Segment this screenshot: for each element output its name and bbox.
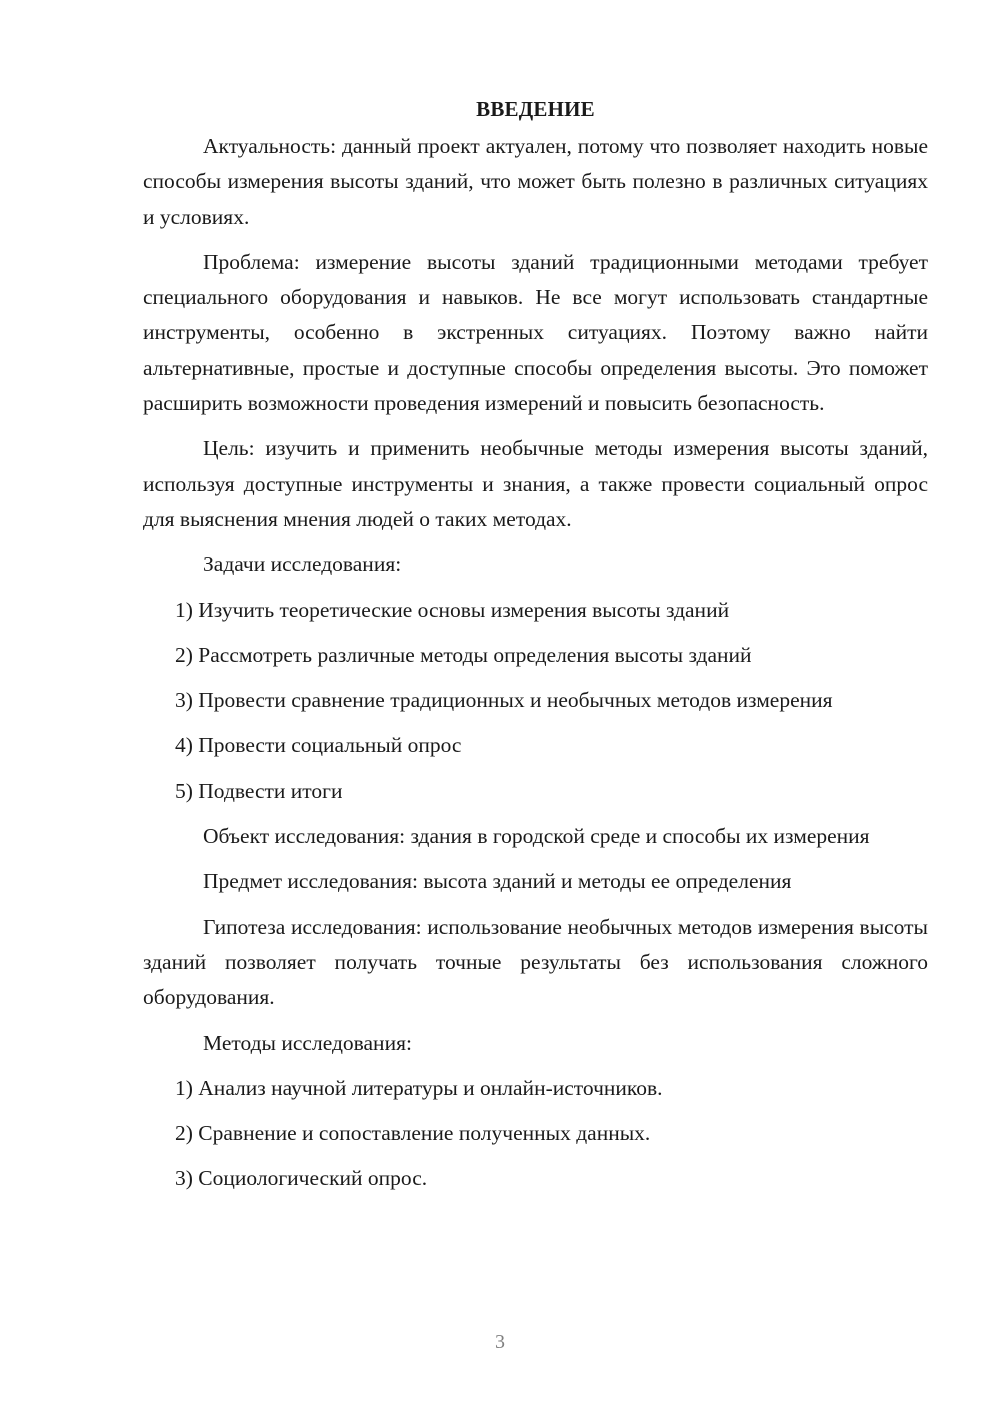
task-item: 4) Провести социальный опрос [175, 733, 462, 758]
hypothesis-paragraph: Гипотеза исследования: использование необычных методов измерения высоты зданий позволяет получать точные результаты без использования сложного оборудования. [143, 914, 928, 1010]
method-item: 1) Анализ научной литературы и онлайн-источников. [175, 1075, 663, 1100]
problem-paragraph: Проблема: измерение высоты зданий традиционными методами требует специального оборудования и навыков. Не все могут использовать стандартные инструменты, особенно в экстренных ситуациях. Поэтому важно найти альтернативные, простые и доступные способы определения высоты. Это поможет расширить возможности проведения измерений и повысить безопасность. [143, 249, 928, 416]
relevance-paragraph: Актуальность: данный проект актуален, потому что позволяет находить новые способы измерения высоты зданий, что может быть полезно в различных ситуациях и условиях. [143, 134, 928, 229]
methods-heading: Методы исследования: [203, 1030, 412, 1055]
document-page [143, 92, 928, 1207]
method-item: 2) Сравнение и сопоставление полученных данных. [175, 1121, 651, 1146]
task-item: 1) Изучить теоретические основы измерения высоты зданий [175, 597, 730, 622]
task-item: 5) Подвести итоги [175, 778, 343, 803]
task-item: 2) Рассмотреть различные методы определения высоты зданий [175, 642, 752, 667]
subject-paragraph: Предмет исследования: высота зданий и методы ее определения [203, 869, 792, 894]
task-item: 3) Провести сравнение традиционных и необычных методов измерения [175, 688, 833, 713]
object-paragraph: Объект исследования: здания в городской среде и способы их измерения [203, 824, 870, 849]
goal-paragraph: Цель: изучить и применить необычные методы измерения высоты зданий, используя доступные инструменты и знания, а также провести социальный опрос для выяснения мнения людей о таких методах. [143, 436, 928, 531]
section-title: ВВЕДЕНИЕ [476, 97, 595, 121]
method-item: 3) Социологический опрос. [175, 1166, 428, 1191]
tasks-heading: Задачи исследования: [203, 552, 402, 577]
page-number: 3 [495, 1331, 505, 1353]
